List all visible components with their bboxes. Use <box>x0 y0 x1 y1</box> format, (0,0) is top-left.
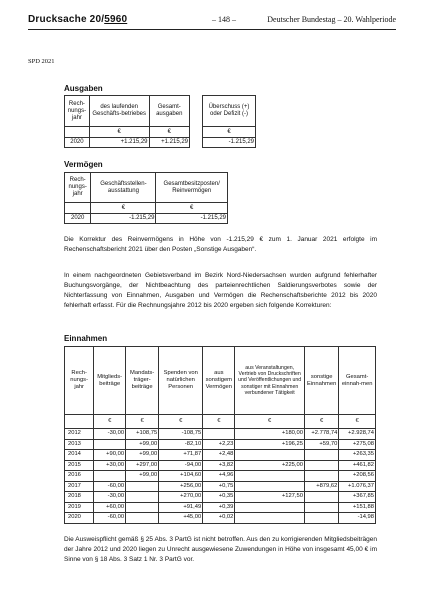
surplus-table <box>202 95 256 148</box>
unit-cell: € <box>339 415 376 429</box>
value-cell: -1.215,29 <box>203 138 256 148</box>
header-cell: aus Veranstaltungen, Vertrieb von Druckschriften und Veröffentlichungen und sonstiger mit Einnahmen verbundener Tätigkeit <box>235 347 305 415</box>
table-row <box>65 481 376 492</box>
value-cell: +2.928,74 <box>339 429 376 440</box>
page-header <box>28 14 396 30</box>
value-cell: +99,00 <box>126 439 159 450</box>
value-cell: +1.215,29 <box>89 138 149 148</box>
vermoegen-table <box>64 172 228 224</box>
paragraph-subregion: In einem nachgeordneten Gebietsverband im Bezirk Nord-Niedersachsen wurden aufgrund fehlerhafter Buchungsvorgänge, der Nichtbeachtung des parteienrechtlichen Saldierungsverbotes sowie der Nichterfassung von Einnahmen, Ausgaben und Vermögen die Rechenschaftsberichte 2012 bis 2020 fehlerhaft erfasst. Für die Rechnungsjahre 2012 bis 2020 ergeben sich folgende Korrekturen: <box>64 272 377 309</box>
drucksache-number: 5960 <box>104 14 128 25</box>
table-row <box>65 450 376 461</box>
value-cell: +0,35 <box>203 492 235 503</box>
value-cell: +151,88 <box>339 502 376 513</box>
paragraph-correction: Die Korrektur des Reinvermögens in Höhe von -1.215,29 € zum 1. Januar 2021 erfolgte im Rechenschaftsbericht 2021 über den Posten „Sonstige Ausgaben“. <box>64 236 377 253</box>
value-cell: +59,70 <box>304 439 338 450</box>
header-rule <box>28 29 396 30</box>
value-cell: +0,75 <box>203 481 235 492</box>
header-cell: Überschuss (+) oder Defizit (-) <box>203 96 256 127</box>
value-cell <box>304 492 338 503</box>
unit-cell: € <box>156 203 228 214</box>
value-cell: -30,00 <box>94 429 126 440</box>
table-row <box>65 439 376 450</box>
value-cell: +1.076,37 <box>339 481 376 492</box>
value-cell: +45,00 <box>159 513 203 524</box>
value-cell: +1.215,29 <box>149 138 190 148</box>
value-cell: -14,98 <box>339 513 376 524</box>
year-cell: 2018 <box>65 492 94 503</box>
table-row <box>65 513 376 524</box>
header-cell: Rech-nungs-jahr <box>65 96 90 127</box>
header-cell: Mandats-träger-beiträge <box>126 347 159 415</box>
header-cell: Gesamt-ausgaben <box>149 96 190 127</box>
value-cell <box>126 492 159 503</box>
value-cell: +208,56 <box>339 471 376 482</box>
year-cell: 2020 <box>65 138 90 148</box>
unit-cell: € <box>89 127 149 138</box>
value-cell: +0,02 <box>203 513 235 524</box>
value-cell: +256,00 <box>159 481 203 492</box>
party-label: SPD 2021 <box>28 58 55 65</box>
value-cell <box>94 471 126 482</box>
value-cell: +108,75 <box>126 429 159 440</box>
table-row <box>65 492 376 503</box>
ausgaben-heading: Ausgaben <box>64 84 103 93</box>
unit-cell <box>65 203 91 214</box>
value-cell: +275,08 <box>339 439 376 450</box>
value-cell <box>203 429 235 440</box>
unit-cell <box>65 415 94 429</box>
unit-cell: € <box>203 127 256 138</box>
year-cell: 2014 <box>65 450 94 461</box>
value-cell <box>235 471 305 482</box>
value-cell <box>235 481 305 492</box>
value-cell: +180,00 <box>235 429 305 440</box>
value-cell: +2,48 <box>203 450 235 461</box>
value-cell <box>235 450 305 461</box>
value-cell: -30,00 <box>94 492 126 503</box>
value-cell: +71,87 <box>159 450 203 461</box>
unit-cell: € <box>203 415 235 429</box>
header-cell: Gesamt-einnah-men <box>339 347 376 415</box>
value-cell: +4,96 <box>203 471 235 482</box>
paragraph-disclosure: Die Ausweispflicht gemäß § 25 Abs. 3 PartG ist nicht betroffen. Aus den zu korrigierenden Mitgliedsbeiträgen der Jahre 2012 und 2020 liegen zu Unrecht ausgewiesene Zuwendungen in Höhe von insgesamt 45,00 € im Sinne von § 18 Abs. 3 Satz 1 Nr. 3 PartG vor. <box>64 536 377 563</box>
value-cell: +879,62 <box>304 481 338 492</box>
value-cell: +270,00 <box>159 492 203 503</box>
table-row <box>65 460 376 471</box>
value-cell: -94,00 <box>159 460 203 471</box>
value-cell: +2,23 <box>203 439 235 450</box>
value-cell <box>304 502 338 513</box>
value-cell: +30,00 <box>94 460 126 471</box>
value-cell: +461,82 <box>339 460 376 471</box>
value-cell: +0,39 <box>203 502 235 513</box>
ausgaben-table <box>64 95 190 148</box>
value-cell: +2.778,74 <box>304 429 338 440</box>
value-cell <box>126 502 159 513</box>
header-cell: Spenden von natürlichen Personen <box>159 347 203 415</box>
value-cell: +99,00 <box>126 471 159 482</box>
year-cell: 2020 <box>65 214 91 224</box>
header-cell: Mitglieds-beiträge <box>94 347 126 415</box>
value-cell: +196,25 <box>235 439 305 450</box>
header-cell: Rech-nungs-jahr <box>65 347 94 415</box>
page-number: – 148 – <box>212 15 236 24</box>
year-cell: 2019 <box>65 502 94 513</box>
value-cell: +90,00 <box>94 450 126 461</box>
year-cell: 2020 <box>65 513 94 524</box>
value-cell: -60,00 <box>94 481 126 492</box>
header-cell: Rech-nungs-jahr <box>65 173 91 203</box>
year-cell: 2017 <box>65 481 94 492</box>
value-cell: +225,00 <box>235 460 305 471</box>
value-cell: +127,50 <box>235 492 305 503</box>
value-cell: +60,00 <box>94 502 126 513</box>
year-cell: 2015 <box>65 460 94 471</box>
einnahmen-heading: Einnahmen <box>64 334 108 343</box>
einnahmen-table <box>64 346 376 524</box>
value-cell: +104,60 <box>159 471 203 482</box>
value-cell: -1.215,29 <box>91 214 156 224</box>
value-cell <box>235 502 305 513</box>
drucksache-prefix: Drucksache 20/ <box>28 14 105 25</box>
value-cell: +3,82 <box>203 460 235 471</box>
header-cell: des laufenden Geschäfts-betriebes <box>89 96 149 127</box>
value-cell: +99,00 <box>126 450 159 461</box>
unit-cell: € <box>149 127 190 138</box>
value-cell <box>94 439 126 450</box>
year-cell: 2013 <box>65 439 94 450</box>
value-cell: -60,00 <box>94 513 126 524</box>
drucksache-label <box>28 14 127 25</box>
header-cell: sonstige Einnahmen <box>304 347 338 415</box>
unit-cell: € <box>126 415 159 429</box>
value-cell <box>126 481 159 492</box>
header-cell: Gesamtbesitzposten/ Reinvermögen <box>156 173 228 203</box>
header-cell: Geschäftsstellen-ausstattung <box>91 173 156 203</box>
value-cell: -82,10 <box>159 439 203 450</box>
value-cell <box>304 513 338 524</box>
unit-cell: € <box>159 415 203 429</box>
unit-cell: € <box>94 415 126 429</box>
year-cell: 2016 <box>65 471 94 482</box>
value-cell: +91,49 <box>159 502 203 513</box>
einnahmen-rows <box>65 429 376 524</box>
vermoegen-heading: Vermögen <box>64 160 103 169</box>
value-cell: -108,75 <box>159 429 203 440</box>
value-cell: +367,85 <box>339 492 376 503</box>
table-row <box>65 502 376 513</box>
unit-cell <box>65 127 90 138</box>
value-cell <box>304 460 338 471</box>
value-cell <box>304 471 338 482</box>
unit-cell: € <box>235 415 305 429</box>
value-cell <box>126 513 159 524</box>
header-cell: aus sonstigem Vermögen <box>203 347 235 415</box>
table-row <box>65 429 376 440</box>
value-cell: +263,35 <box>339 450 376 461</box>
value-cell <box>235 513 305 524</box>
unit-cell: € <box>91 203 156 214</box>
value-cell <box>304 450 338 461</box>
value-cell: +297,00 <box>126 460 159 471</box>
value-cell: -1.215,29 <box>156 214 228 224</box>
year-cell: 2012 <box>65 429 94 440</box>
publisher-label: Deutscher Bundestag – 20. Wahlperiode <box>267 15 396 24</box>
table-row <box>65 471 376 482</box>
unit-cell: € <box>304 415 338 429</box>
